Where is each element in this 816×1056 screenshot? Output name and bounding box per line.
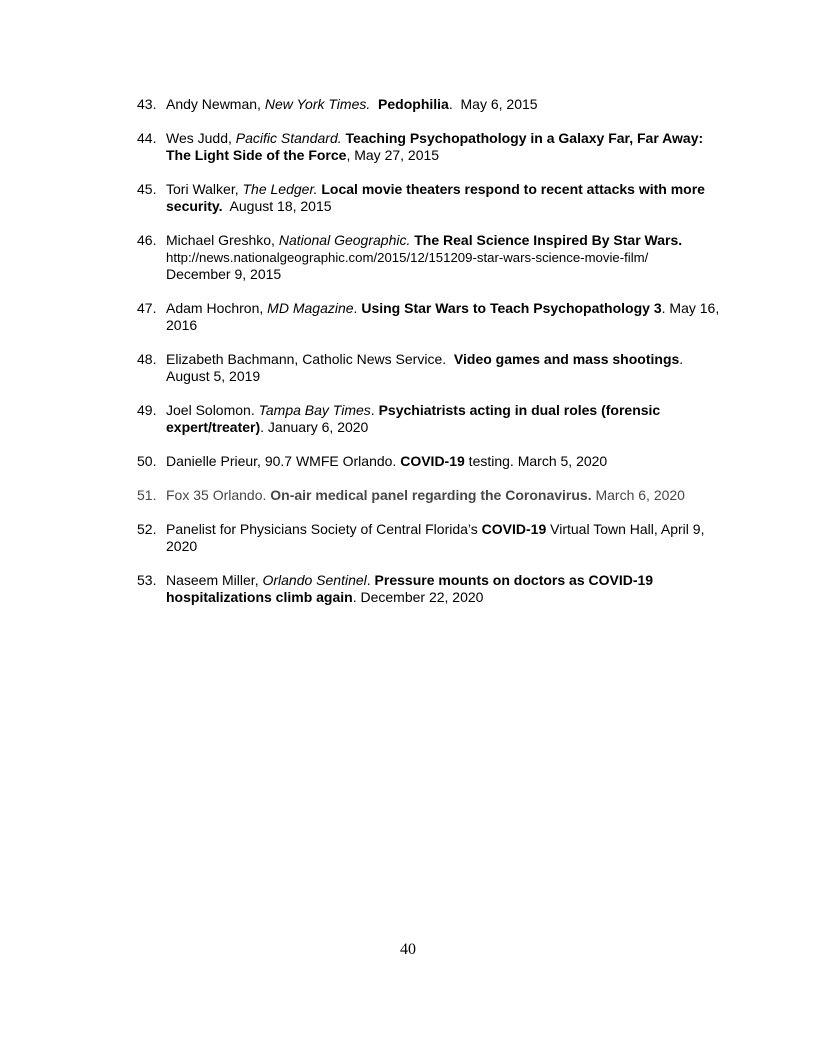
reference-item-49 [137,402,727,436]
reference-title: On-air medical panel regarding the Coronavirus. [270,487,592,503]
reference-title: Psychiatrists acting in dual roles (forensic expert/treater) [166,402,661,435]
reference-item-51 [137,487,727,504]
reference-separator: . [370,402,379,418]
reference-author: Joel Solomon. [166,402,259,418]
reference-tail: . December 22, 2020 [352,589,484,605]
reference-tail: March 6, 2020 [591,487,685,503]
reference-number: 52. [137,521,157,537]
reference-publication: MD Magazine [267,300,354,316]
reference-number: 44. [137,130,157,146]
reference-tail: August 18, 2015 [222,198,332,214]
reference-publication: New York Times. [264,96,371,112]
reference-title: Local movie theaters respond to recent attacks with more security. [166,181,705,214]
reference-list [137,96,727,623]
reference-item-50 [137,453,727,470]
reference-number: 48. [137,351,157,367]
reference-item-47 [137,300,727,334]
reference-title: COVID-19 [481,521,547,537]
reference-tail: , May 27, 2015 [346,147,440,163]
reference-item-44 [137,130,727,164]
reference-item-43 [137,96,727,113]
reference-publication: Tampa Bay Times [258,402,371,418]
reference-author: Andy Newman, [166,96,265,112]
reference-number: 50. [137,453,157,469]
reference-author: Elizabeth Bachmann, Catholic News Service. [166,351,454,367]
reference-number: 49. [137,402,157,418]
reference-tail: . August 5, 2019 [166,351,684,384]
reference-tail: Virtual Town Hall, April 9, 2020 [166,521,705,554]
reference-tail: testing. March 5, 2020 [464,453,608,469]
reference-title: COVID-19 [400,453,465,469]
reference-number: 53. [137,572,157,588]
reference-item-52 [137,521,727,555]
reference-title: Pressure mounts on doctors as COVID-19 hospitalizations climb again [166,572,654,605]
reference-author: Wes Judd, [166,130,236,146]
reference-author: Naseem Miller, [166,572,263,588]
page-number: 40 [400,941,416,958]
reference-item-45 [137,181,727,215]
reference-item-48 [137,351,727,385]
reference-author: Tori Walker, [166,181,243,197]
reference-author: Danielle Prieur, 90.7 WMFE Orlando. [166,453,401,469]
reference-separator: . [366,572,375,588]
reference-number: 46. [137,232,157,248]
reference-number: 47. [137,300,157,316]
reference-author: Michael Greshko, [166,232,279,248]
reference-separator [370,96,378,112]
reference-title: Video games and mass shootings [453,351,680,367]
reference-tail: . May 6, 2015 [448,96,538,112]
reference-number: 43. [137,96,157,112]
reference-publication: The Ledger. [242,181,318,197]
reference-publication: National Geographic. [278,232,411,248]
reference-title: Pedophilia [378,96,449,112]
reference-tail: . May 16, 2016 [166,300,720,333]
reference-url[interactable]: http://news.nationalgeographic.com/2015/12/151209-star-wars-science-movie-film/ [166,250,649,265]
reference-author: Panelist for Physicians Society of Central Florida’s [166,521,482,537]
reference-item-53 [137,572,727,606]
reference-separator: . [353,300,362,316]
reference-author: Fox 35 Orlando. [166,487,271,503]
reference-title: The Real Science Inspired By Star Wars. [414,232,683,248]
reference-item-46 [137,232,727,283]
reference-tail: December 9, 2015 [166,266,282,282]
reference-title: Teaching Psychopathology in a Galaxy Far, Far Away: The Light Side of the Force [166,130,704,163]
reference-number: 45. [137,181,157,197]
reference-number: 51. [137,487,157,503]
reference-tail: . January 6, 2020 [260,419,369,435]
reference-publication: Pacific Standard. [235,130,342,146]
reference-author: Adam Hochron, [166,300,268,316]
reference-title: Using Star Wars to Teach Psychopathology 3 [361,300,662,316]
reference-publication: Orlando Sentinel [262,572,367,588]
